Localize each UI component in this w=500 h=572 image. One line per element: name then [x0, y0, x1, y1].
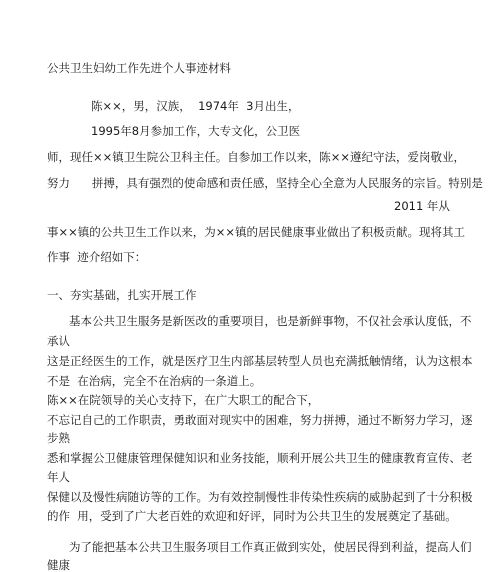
paragraph-line: 保健以及慢性病随访等的工作。为有效控制慢性非传染性疾病的威胁起到了十分积极 [47, 490, 473, 504]
paragraph-line: 这是正经医生的工作，就是医疗卫生内部基层转型人员也充满抵触情绪，认为这根本 [47, 354, 473, 368]
paragraph-line: 的作 用，受到了广大老百姓的欢迎和好评，同时为公共卫生的发展奠定了基础。 [47, 509, 457, 523]
paragraph-line: 陈××在院领导的关心支持下，在广大职工的配合下， [47, 393, 320, 407]
intro-line: 1995年8月参加工作，大专文化，公卫医 [91, 124, 301, 138]
intro-line: 陈××，男，汉族， 1974年 3月出生， [91, 99, 300, 113]
paragraph-line: 悉和掌握公卫健康管理保健知识和业务技能，顺利开展公共卫生的健康教育宣传、老 [47, 451, 473, 465]
document-title: 公共卫生妇幼工作先进个人事迹材料 [47, 61, 231, 75]
intro-line: 事××镇的公共卫生工作以来，为××镇的居民健康事业做出了积极贡献。现将其工 [47, 225, 466, 239]
intro-line: 2011 年从 [394, 199, 450, 213]
paragraph-line: 不是 在治病，完全不在治病的一条道上。 [47, 374, 262, 388]
intro-line: 努力 拼搏，具有强烈的使命感和责任感，坚持全心全意为人民服务的宗旨。特别是 [47, 176, 483, 190]
section-heading: 一、夯实基础，扎实开展工作 [47, 288, 197, 302]
paragraph-line: 健康 [47, 558, 70, 572]
paragraph-line: 为了能把基本公共卫生服务项目工作真正做到实处，使居民得到利益，提高人们 [69, 540, 472, 554]
paragraph-line: 基本公共卫生服务是新医改的重要项目，也是新鲜事物，不仅社会承认度低，不 [69, 314, 472, 328]
paragraph-line: 年人 [47, 470, 70, 484]
intro-line: 作事 迹介绍如下： [47, 250, 147, 264]
paragraph-line: 承认 [47, 334, 70, 348]
paragraph-line: 步熟 [47, 431, 70, 445]
intro-line: 师，现任××镇卫生院公卫科主任。自参加工作以来，陈××遵纪守法，爱岗敬业， [47, 150, 466, 164]
paragraph-line: 不忘记自己的工作职责，勇敢面对现实中的困难，努力拼搏，通过不断努力学习，逐 [47, 413, 473, 427]
